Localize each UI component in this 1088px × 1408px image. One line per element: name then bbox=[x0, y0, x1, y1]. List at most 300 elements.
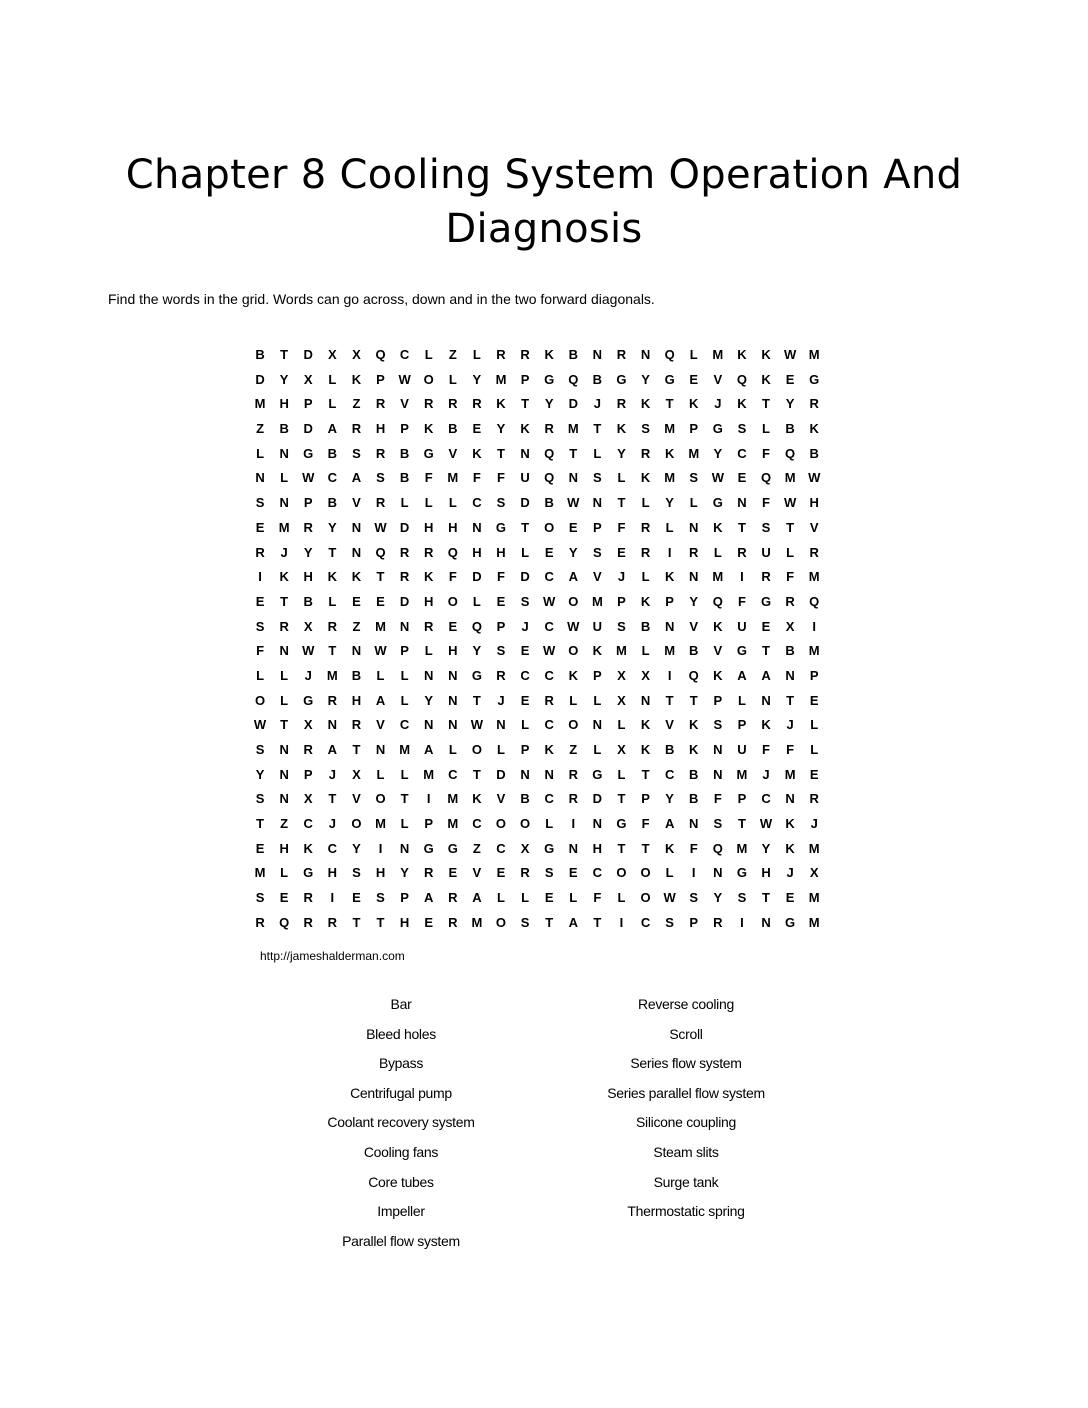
grid-letter: O bbox=[640, 865, 651, 881]
grid-letter: C bbox=[664, 766, 675, 782]
grid-letter: K bbox=[761, 717, 771, 733]
grid-letter: C bbox=[592, 865, 603, 881]
grid-letter: R bbox=[424, 865, 434, 881]
grid-letter: L bbox=[665, 865, 674, 881]
grid-letter: H bbox=[761, 865, 771, 881]
grid-letter: C bbox=[496, 840, 506, 856]
grid-letter: E bbox=[255, 519, 265, 535]
grid-letter: B bbox=[351, 667, 362, 683]
grid-letter: P bbox=[593, 667, 602, 683]
grid-letter: M bbox=[736, 840, 748, 856]
grid-letter: M bbox=[688, 445, 700, 461]
grid-letter: W bbox=[783, 495, 797, 511]
grid-letter: R bbox=[472, 396, 482, 412]
grid-letter: M bbox=[326, 667, 338, 683]
grid-letter: M bbox=[375, 816, 386, 832]
grid-letter: S bbox=[641, 421, 650, 437]
grid-letter: K bbox=[472, 445, 482, 461]
grid-letter: P bbox=[496, 618, 506, 634]
grid-letter: H bbox=[496, 544, 506, 560]
grid-letter: G bbox=[303, 445, 314, 461]
word-list-right bbox=[566, 994, 806, 1231]
grid-letter: P bbox=[617, 593, 626, 609]
grid-letter: H bbox=[399, 914, 410, 930]
grid-letter: D bbox=[592, 791, 603, 807]
grid-letter: P bbox=[641, 791, 650, 807]
grid-letter: P bbox=[303, 766, 313, 782]
grid-letter: V bbox=[809, 519, 819, 535]
grid-letter: J bbox=[521, 618, 529, 634]
grid-letter: T bbox=[689, 692, 698, 708]
word-item: Bypass bbox=[378, 1055, 424, 1072]
grid-letter: R bbox=[303, 890, 313, 906]
grid-letter: R bbox=[375, 445, 386, 461]
grid-letter: G bbox=[616, 816, 627, 832]
grid-letter: B bbox=[809, 445, 819, 461]
grid-letter: J bbox=[617, 569, 626, 585]
grid-letter: G bbox=[712, 495, 723, 511]
grid-letter: K bbox=[351, 569, 362, 585]
grid-letter: Z bbox=[472, 840, 481, 856]
grid-letter: F bbox=[762, 742, 770, 757]
grid-letter: L bbox=[713, 544, 722, 560]
grid-letter: Q bbox=[279, 914, 290, 930]
grid-letter: K bbox=[664, 569, 675, 585]
grid-letter: R bbox=[327, 914, 338, 930]
grid-letter: R bbox=[568, 791, 578, 807]
grid-letter: H bbox=[448, 643, 458, 659]
grid-letter: K bbox=[424, 569, 434, 585]
grid-letter: Z bbox=[569, 742, 578, 757]
grid-letter: B bbox=[544, 495, 554, 511]
grid-letter: Y bbox=[641, 371, 650, 387]
grid-letter: M bbox=[591, 593, 603, 609]
grid-letter: Y bbox=[665, 495, 674, 511]
grid-letter: C bbox=[472, 495, 482, 511]
grid-letter: R bbox=[327, 618, 338, 634]
grid-letter: R bbox=[424, 618, 434, 634]
grid-letter: S bbox=[255, 742, 265, 757]
grid-letter: L bbox=[424, 643, 433, 659]
grid-letter: X bbox=[303, 791, 313, 807]
grid-letter: Y bbox=[544, 396, 554, 412]
grid-letter: T bbox=[328, 791, 337, 807]
grid-letter: J bbox=[328, 816, 336, 832]
grid-letter: L bbox=[617, 890, 626, 906]
grid-letter: S bbox=[761, 519, 771, 535]
grid-letter: J bbox=[714, 396, 722, 412]
grid-letter: L bbox=[593, 445, 602, 461]
grid-letter: K bbox=[761, 347, 771, 362]
grid-letter: P bbox=[400, 643, 409, 659]
grid-letter: R bbox=[520, 347, 530, 362]
grid-letter: K bbox=[713, 618, 723, 634]
grid-letter: H bbox=[809, 495, 819, 511]
grid-letter: W bbox=[543, 643, 556, 659]
grid-letter: M bbox=[254, 865, 266, 881]
grid-letter: F bbox=[448, 569, 457, 585]
grid-letter: E bbox=[785, 890, 795, 906]
grid-letter: E bbox=[496, 865, 506, 881]
grid-letter: W bbox=[302, 643, 315, 659]
grid-letter: S bbox=[496, 495, 506, 511]
grid-letter: T bbox=[400, 791, 409, 807]
grid-letter: K bbox=[640, 742, 651, 757]
grid-letter: T bbox=[328, 643, 337, 659]
grid-letter: R bbox=[448, 890, 458, 906]
grid-letter: O bbox=[471, 742, 482, 757]
grid-letter: B bbox=[689, 643, 699, 659]
grid-letter: S bbox=[737, 890, 747, 906]
grid-letter: R bbox=[399, 569, 410, 585]
grid-letter: K bbox=[713, 519, 723, 535]
grid-letter: T bbox=[617, 495, 626, 511]
grid-letter: I bbox=[258, 569, 262, 585]
grid-letter: T bbox=[737, 519, 746, 535]
grid-letter: V bbox=[376, 717, 385, 733]
grid-letter: E bbox=[424, 914, 434, 930]
grid-letter: T bbox=[617, 840, 626, 856]
grid-letter: N bbox=[640, 347, 651, 362]
grid-letter: F bbox=[472, 470, 481, 486]
grid-letter: M bbox=[495, 371, 507, 387]
grid-letter: O bbox=[375, 791, 386, 807]
grid-letter: A bbox=[737, 667, 747, 683]
grid-letter: K bbox=[689, 396, 699, 412]
grid-letter: A bbox=[424, 742, 434, 757]
grid-letter: N bbox=[375, 742, 386, 757]
grid-letter: U bbox=[592, 618, 603, 634]
grid-letter: Z bbox=[352, 618, 361, 634]
grid-letter: X bbox=[520, 840, 530, 856]
grid-letter: N bbox=[785, 791, 795, 807]
grid-letter: S bbox=[255, 890, 265, 906]
grid-letter: R bbox=[424, 396, 434, 412]
grid-letter: C bbox=[399, 717, 410, 733]
grid-letter: S bbox=[665, 914, 674, 930]
grid-letter: N bbox=[279, 495, 289, 511]
grid-letter: K bbox=[689, 717, 699, 733]
grid-letter: I bbox=[426, 791, 431, 807]
grid-letter: T bbox=[376, 569, 385, 585]
grid-letter: B bbox=[303, 593, 313, 609]
grid-letter: C bbox=[544, 667, 554, 683]
grid-letter: Y bbox=[352, 840, 361, 856]
grid-letter: Q bbox=[375, 544, 386, 560]
grid-letter: N bbox=[399, 840, 410, 856]
grid-letter: L bbox=[400, 766, 409, 782]
grid-letter: R bbox=[424, 544, 434, 560]
grid-letter: R bbox=[303, 914, 313, 930]
grid-letter: G bbox=[785, 914, 796, 930]
grid-letter: S bbox=[376, 890, 385, 906]
grid-letter: W bbox=[374, 643, 387, 659]
grid-letter: B bbox=[568, 347, 578, 362]
grid-letter: A bbox=[664, 816, 675, 832]
grid-letter: K bbox=[544, 742, 554, 757]
grid-letter: Z bbox=[352, 396, 361, 412]
grid-letter: N bbox=[785, 667, 795, 683]
grid-letter: E bbox=[809, 766, 819, 782]
grid-letter: N bbox=[448, 692, 458, 708]
grid-letter: L bbox=[593, 742, 602, 757]
grid-letter: E bbox=[472, 421, 482, 437]
page-title: Chapter 8 Cooling System Operation And Diagnosis bbox=[125, 152, 963, 252]
grid-letter: O bbox=[423, 371, 434, 387]
grid-letter: M bbox=[423, 766, 435, 782]
grid-letter: O bbox=[616, 865, 627, 881]
grid-letter: X bbox=[785, 618, 795, 634]
grid-letter: W bbox=[567, 495, 580, 511]
grid-letter: I bbox=[691, 865, 696, 881]
grid-letter: D bbox=[399, 519, 410, 535]
grid-letter: G bbox=[495, 519, 507, 535]
grid-letter: J bbox=[810, 816, 818, 832]
grid-letter: M bbox=[471, 914, 483, 930]
grid-letter: N bbox=[255, 470, 265, 486]
grid-letter: B bbox=[448, 421, 458, 437]
grid-letter: I bbox=[619, 914, 624, 930]
grid-letter: K bbox=[520, 421, 530, 437]
grid-letter: K bbox=[640, 470, 651, 486]
grid-letter: K bbox=[664, 840, 675, 856]
grid-letter: E bbox=[785, 371, 795, 387]
grid-letter: Z bbox=[280, 816, 289, 832]
word-item: Series flow system bbox=[630, 1055, 742, 1072]
grid-letter: M bbox=[664, 470, 676, 486]
grid-letter: F bbox=[762, 495, 770, 511]
grid-letter: O bbox=[568, 643, 579, 659]
grid-letter: N bbox=[713, 742, 723, 757]
grid-letter: P bbox=[737, 717, 747, 733]
grid-letter: P bbox=[689, 914, 699, 930]
grid-letter: M bbox=[784, 766, 796, 782]
grid-letter: R bbox=[713, 914, 723, 930]
grid-letter: F bbox=[786, 569, 795, 585]
grid-letter: K bbox=[279, 569, 289, 585]
grid-letter: G bbox=[760, 593, 772, 609]
grid-letter: H bbox=[424, 593, 434, 609]
grid-letter: C bbox=[544, 791, 554, 807]
grid-letter: A bbox=[424, 890, 434, 906]
grid-letter: L bbox=[617, 470, 626, 486]
grid-letter: S bbox=[617, 618, 626, 634]
grid-letter: R bbox=[351, 421, 362, 437]
grid-letter: K bbox=[761, 371, 771, 387]
word-item: Surge tank bbox=[653, 1173, 719, 1190]
grid-letter: F bbox=[497, 569, 505, 585]
grid-letter: N bbox=[592, 347, 603, 362]
grid-letter: L bbox=[400, 495, 409, 511]
grid-letter: Q bbox=[712, 840, 723, 856]
grid-letter: R bbox=[448, 914, 458, 930]
grid-letter: M bbox=[375, 618, 386, 634]
grid-letter: H bbox=[279, 396, 289, 412]
grid-letter: B bbox=[689, 766, 699, 782]
grid-letter: K bbox=[616, 421, 627, 437]
grid-letter: C bbox=[327, 840, 338, 856]
grid-letter: E bbox=[568, 519, 578, 535]
grid-letter: G bbox=[423, 445, 434, 461]
grid-letter: R bbox=[496, 347, 506, 362]
grid-letter: Q bbox=[760, 470, 772, 486]
grid-letter: C bbox=[761, 791, 771, 807]
grid-letter: K bbox=[496, 396, 506, 412]
grid-letter: R bbox=[375, 396, 386, 412]
grid-letter: L bbox=[472, 593, 481, 609]
grid-letter: F bbox=[641, 816, 650, 832]
grid-letter: L bbox=[400, 692, 409, 708]
grid-letter: Y bbox=[255, 766, 265, 782]
grid-letter: C bbox=[399, 347, 410, 362]
grid-letter: Q bbox=[544, 470, 555, 486]
grid-letter: J bbox=[786, 717, 794, 733]
grid-letter: N bbox=[279, 791, 289, 807]
grid-letter: W bbox=[543, 593, 556, 609]
grid-letter: T bbox=[521, 519, 530, 535]
grid-letter: G bbox=[616, 371, 627, 387]
grid-letter: L bbox=[641, 495, 650, 511]
grid-letter: N bbox=[496, 717, 506, 733]
grid-letter: T bbox=[280, 717, 289, 733]
grid-letter: Q bbox=[568, 371, 579, 387]
grid-letter: L bbox=[569, 890, 578, 906]
grid-letter: B bbox=[399, 470, 410, 486]
grid-letter: E bbox=[376, 593, 385, 609]
grid-letter: A bbox=[568, 914, 578, 930]
grid-letter: F bbox=[593, 890, 602, 906]
grid-letter: X bbox=[809, 865, 819, 881]
grid-letter: N bbox=[520, 445, 530, 461]
grid-letter: R bbox=[375, 495, 386, 511]
grid-letter: H bbox=[279, 840, 289, 856]
grid-letter: F bbox=[737, 593, 746, 609]
grid-letter: T bbox=[352, 914, 361, 930]
grid-letter: L bbox=[641, 643, 650, 659]
grid-letter: R bbox=[737, 544, 747, 560]
grid-letter: I bbox=[667, 544, 672, 560]
grid-letter: E bbox=[279, 890, 289, 906]
grid-letter: V bbox=[400, 396, 409, 412]
grid-letter: Q bbox=[664, 347, 675, 362]
grid-letter: N bbox=[689, 519, 699, 535]
grid-letter: R bbox=[640, 519, 651, 535]
grid-letter: B bbox=[279, 421, 289, 437]
grid-letter: L bbox=[400, 667, 409, 683]
grid-letter: T bbox=[472, 692, 481, 708]
grid-letter: A bbox=[351, 470, 362, 486]
grid-letter: O bbox=[495, 816, 507, 832]
grid-letter: C bbox=[327, 470, 338, 486]
grid-letter: H bbox=[303, 569, 313, 585]
grid-letter: B bbox=[327, 445, 338, 461]
grid-letter: J bbox=[328, 766, 336, 782]
grid-letter: K bbox=[568, 667, 578, 683]
grid-letter: Y bbox=[617, 445, 626, 461]
grid-letter: G bbox=[303, 865, 314, 881]
grid-letter: T bbox=[737, 816, 746, 832]
grid-letter: Y bbox=[665, 791, 674, 807]
grid-letter: R bbox=[616, 396, 627, 412]
grid-letter: B bbox=[399, 445, 410, 461]
grid-letter: R bbox=[689, 544, 699, 560]
grid-letter: H bbox=[327, 865, 338, 881]
grid-letter: F bbox=[786, 742, 795, 757]
grid-letter: P bbox=[593, 519, 602, 535]
grid-letter: A bbox=[472, 890, 482, 906]
grid-letter: F bbox=[713, 791, 722, 807]
grid-letter: P bbox=[713, 692, 723, 708]
grid-letter: K bbox=[689, 742, 699, 757]
word-item: Impeller bbox=[377, 1203, 425, 1220]
grid-letter: G bbox=[664, 371, 675, 387]
grid-letter: S bbox=[689, 470, 699, 486]
grid-letter: P bbox=[400, 421, 409, 437]
grid-letter: E bbox=[544, 544, 554, 560]
grid-letter: X bbox=[617, 667, 626, 683]
grid-letter: B bbox=[327, 495, 338, 511]
grid-letter: N bbox=[399, 618, 410, 634]
grid-letter: T bbox=[786, 519, 795, 535]
word-item: Cooling fans bbox=[363, 1143, 439, 1160]
word-item: Scroll bbox=[669, 1025, 703, 1042]
grid-letter: Y bbox=[785, 396, 795, 412]
grid-letter: M bbox=[278, 519, 290, 535]
grid-letter: U bbox=[761, 544, 771, 560]
word-item: Parallel flow system bbox=[342, 1232, 460, 1249]
grid-letter: S bbox=[255, 791, 265, 807]
word-item: Silicone coupling bbox=[636, 1114, 736, 1131]
grid-letter: R bbox=[544, 692, 554, 708]
grid-letter: N bbox=[424, 717, 434, 733]
grid-letter: M bbox=[808, 569, 820, 585]
grid-letter: P bbox=[400, 890, 409, 906]
grid-letter: K bbox=[592, 643, 603, 659]
grid-letter: M bbox=[664, 643, 676, 659]
grid-letter: N bbox=[761, 914, 771, 930]
grid-letter: O bbox=[568, 717, 579, 733]
grid-letter: T bbox=[352, 742, 361, 757]
grid-letter: O bbox=[640, 890, 651, 906]
grid-letter: T bbox=[762, 396, 770, 412]
word-item: Steam slits bbox=[653, 1143, 719, 1160]
grid-letter: C bbox=[520, 667, 530, 683]
grid-letter: L bbox=[617, 717, 626, 733]
grid-letter: D bbox=[520, 569, 530, 585]
grid-letter: F bbox=[762, 445, 770, 461]
grid-letter: M bbox=[664, 421, 676, 437]
grid-letter: J bbox=[304, 667, 312, 683]
grid-letter: M bbox=[712, 347, 724, 362]
grid-letter: Q bbox=[471, 618, 482, 634]
grid-letter: K bbox=[785, 816, 795, 832]
grid-letter: L bbox=[472, 347, 481, 362]
grid-letter: G bbox=[809, 371, 820, 387]
grid-letter: M bbox=[399, 742, 411, 757]
grid-letter: L bbox=[593, 692, 602, 708]
grid-letter: N bbox=[592, 495, 603, 511]
grid-letter: N bbox=[689, 816, 699, 832]
grid-letter: W bbox=[398, 371, 411, 387]
grid-letter: S bbox=[737, 421, 747, 437]
grid-letter: L bbox=[689, 347, 698, 362]
grid-letter: E bbox=[352, 593, 361, 609]
grid-letter: R bbox=[351, 717, 362, 733]
grid-letter: M bbox=[254, 396, 266, 412]
grid-letter: D bbox=[303, 421, 313, 437]
word-list-left bbox=[281, 994, 521, 1260]
grid-letter: R bbox=[255, 544, 265, 560]
